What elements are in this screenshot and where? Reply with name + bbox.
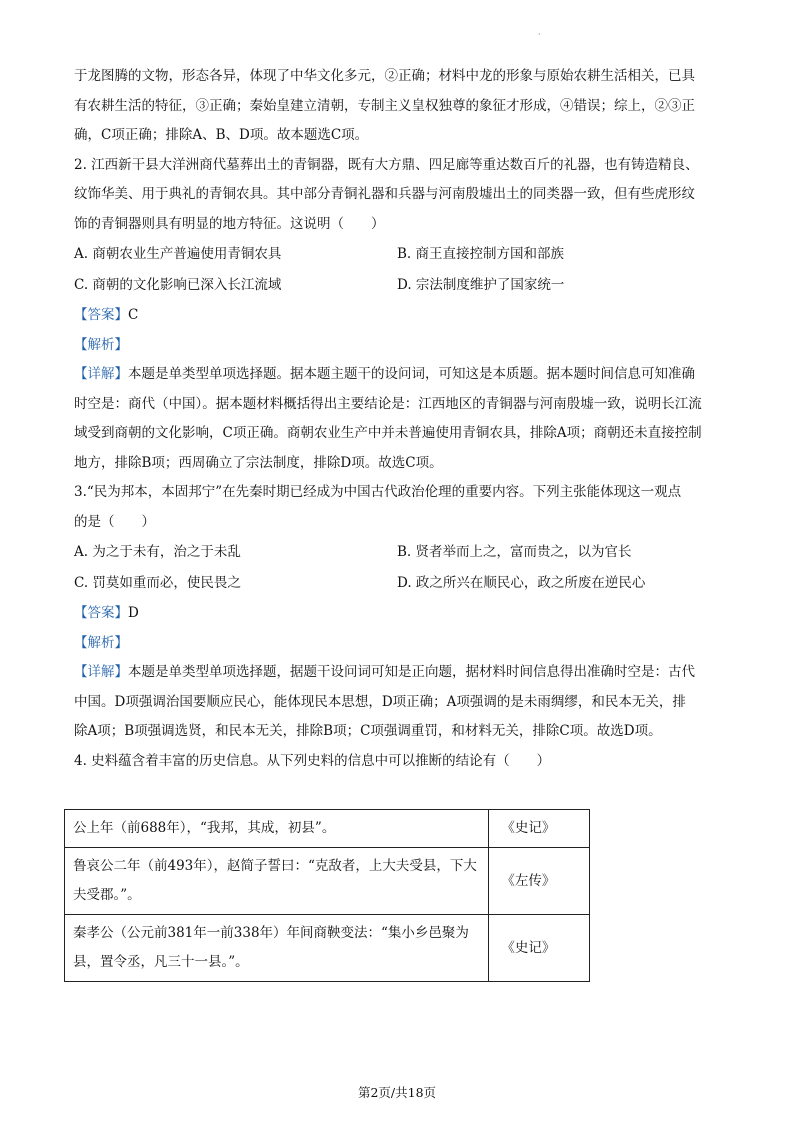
q2-option-a: A. 商朝农业生产普遍使用青铜农具 bbox=[74, 246, 282, 262]
continued-text-line-3: 确，C项正确；排除A、B、D项。故本题选C项。 bbox=[74, 127, 369, 143]
q2-detail-line-4: 地方，排除B项；西周确立了宗法制度，排除D项。故选C项。 bbox=[74, 454, 443, 471]
source-text-cell: 秦孝公（公元前381年一前338年）年间商鞅变法：“集小乡邑聚为县，置令丞，凡三十一县。”。 bbox=[65, 915, 489, 982]
q2-detail-line-1 bbox=[74, 360, 724, 390]
detail-text: 本题是单类型单项选择题。据本题主题干的设问词，可知这是本质题。据本题时间信息可知准确 bbox=[128, 366, 695, 382]
q3-option-d: D. 政之所兴在顺民心，政之所废在逆民心 bbox=[397, 575, 646, 591]
corner-mark: · bbox=[538, 30, 541, 39]
q3-options-row-1 bbox=[74, 537, 724, 568]
q3-option-a: A. 为之于未有，治之于未乱 bbox=[74, 544, 241, 560]
detail-tag: 【详解】 bbox=[74, 664, 128, 680]
q2-options-row-2 bbox=[74, 270, 724, 301]
source-ref-cell: 《左传》 bbox=[489, 848, 590, 915]
q2-option-b: B. 商王直接控制方国和部族 bbox=[397, 246, 565, 262]
q3-detail-line-2: 中国。D项强调治国要顺应民心，能体现民本思想，D项正确；A项强调的是未雨绸缪，和民本无关，排 bbox=[74, 693, 686, 710]
q2-stem-line-1: 2. 江西新干县大洋洲商代墓葬出土的青铜器，既有大方鼎、四足廊等重达数百斤的礼器，也有铸造精良、 bbox=[74, 156, 699, 173]
q3-stem-line-2: 的是（ ） bbox=[74, 513, 155, 530]
source-text-cell: 公上年（前688年），“我邦，其成，初县”。 bbox=[65, 810, 489, 848]
q3-detail-line-3: 除A项；B项强调选贤，和民本无关，排除B项；C项强调重罚，和材料无关，排除C项。故选D项。 bbox=[74, 723, 662, 739]
table-row bbox=[65, 848, 590, 915]
detail-tag: 【详解】 bbox=[74, 366, 128, 382]
detail-text: 本题是单类型单项选择题，据题干设问词可知是正向题，据材料时间信息得出准确时空是：古代 bbox=[128, 664, 695, 680]
q2-analysis bbox=[74, 331, 724, 361]
document-body bbox=[74, 62, 724, 776]
q4-stem: 4. 史料蕴含着丰富的历史信息。从下列史料的信息中可以推断的结论有（ ） bbox=[74, 752, 551, 769]
source-ref-cell: 《史记》 bbox=[489, 810, 590, 848]
source-table bbox=[64, 809, 590, 982]
q3-options-row-2 bbox=[74, 568, 724, 599]
answer-tag: 【答案】 bbox=[74, 307, 128, 323]
q2-detail-line-3: 域受到商朝的文化影响，C项正确。商朝农业生产中并未普遍使用青铜农具，排除A项；商朝还未直接控制 bbox=[74, 425, 702, 441]
q3-option-b: B. 贤者举而上之，富而贵之，以为官长 bbox=[397, 544, 632, 560]
continued-text-line-2: 有农耕生活的特征，③正确；秦始皇建立清朝，专制主义皇权独尊的象征才形成，④错误；综上，②③正 bbox=[74, 97, 695, 114]
answer-value: D bbox=[128, 605, 139, 621]
q2-option-c: C. 商朝的文化影响已深入长江流域 bbox=[74, 277, 282, 293]
q3-answer bbox=[74, 599, 724, 629]
source-ref-cell: 《史记》 bbox=[489, 915, 590, 982]
q2-option-d: D. 宗法制度维护了国家统一 bbox=[397, 277, 565, 293]
q2-stem-line-2: 纹饰华美、用于典礼的青铜农具。其中部分青铜礼器和兵器与河南殷墟出土的同类器一致，但有些虎形纹 bbox=[74, 186, 695, 202]
q3-option-c: C. 罚莫如重而必，使民畏之 bbox=[74, 575, 241, 591]
q2-stem-line-3: 饰的青铜器则具有明显的地方特征。这说明（ ） bbox=[74, 215, 385, 232]
q2-detail-line-2: 时空是：商代（中国）。据本题材料概括得出主要结论是：江西地区的青铜器与河南殷墟一致，说明长江流 bbox=[74, 395, 702, 412]
q2-options-row-1 bbox=[74, 239, 724, 270]
continued-text-line-1: 于龙图腾的文物，形态各异，体现了中华文化多元，②正确；材料中龙的形象与原始农耕生活相关，已具 bbox=[74, 68, 695, 84]
answer-value: C bbox=[128, 307, 139, 323]
table-row bbox=[65, 810, 590, 848]
table-row bbox=[65, 915, 590, 982]
q3-detail-line-1 bbox=[74, 658, 724, 688]
q3-stem-line-1: 3.“民为邦本，本固邦宁”在先秦时期已经成为中国古代政治伦理的重要内容。下列主张能体现这一观点 bbox=[74, 484, 682, 500]
q2-answer bbox=[74, 301, 724, 331]
answer-tag: 【答案】 bbox=[74, 605, 128, 621]
q3-analysis bbox=[74, 629, 724, 659]
analysis-tag: 【解析】 bbox=[74, 336, 128, 353]
source-text-cell: 鲁哀公二年（前493年），赵简子誓曰：“克敌者，上大夫受县，下大夫受郡。”。 bbox=[65, 848, 489, 915]
analysis-tag: 【解析】 bbox=[74, 634, 128, 651]
page-footer: 第2页/共18页 bbox=[357, 1085, 437, 1100]
